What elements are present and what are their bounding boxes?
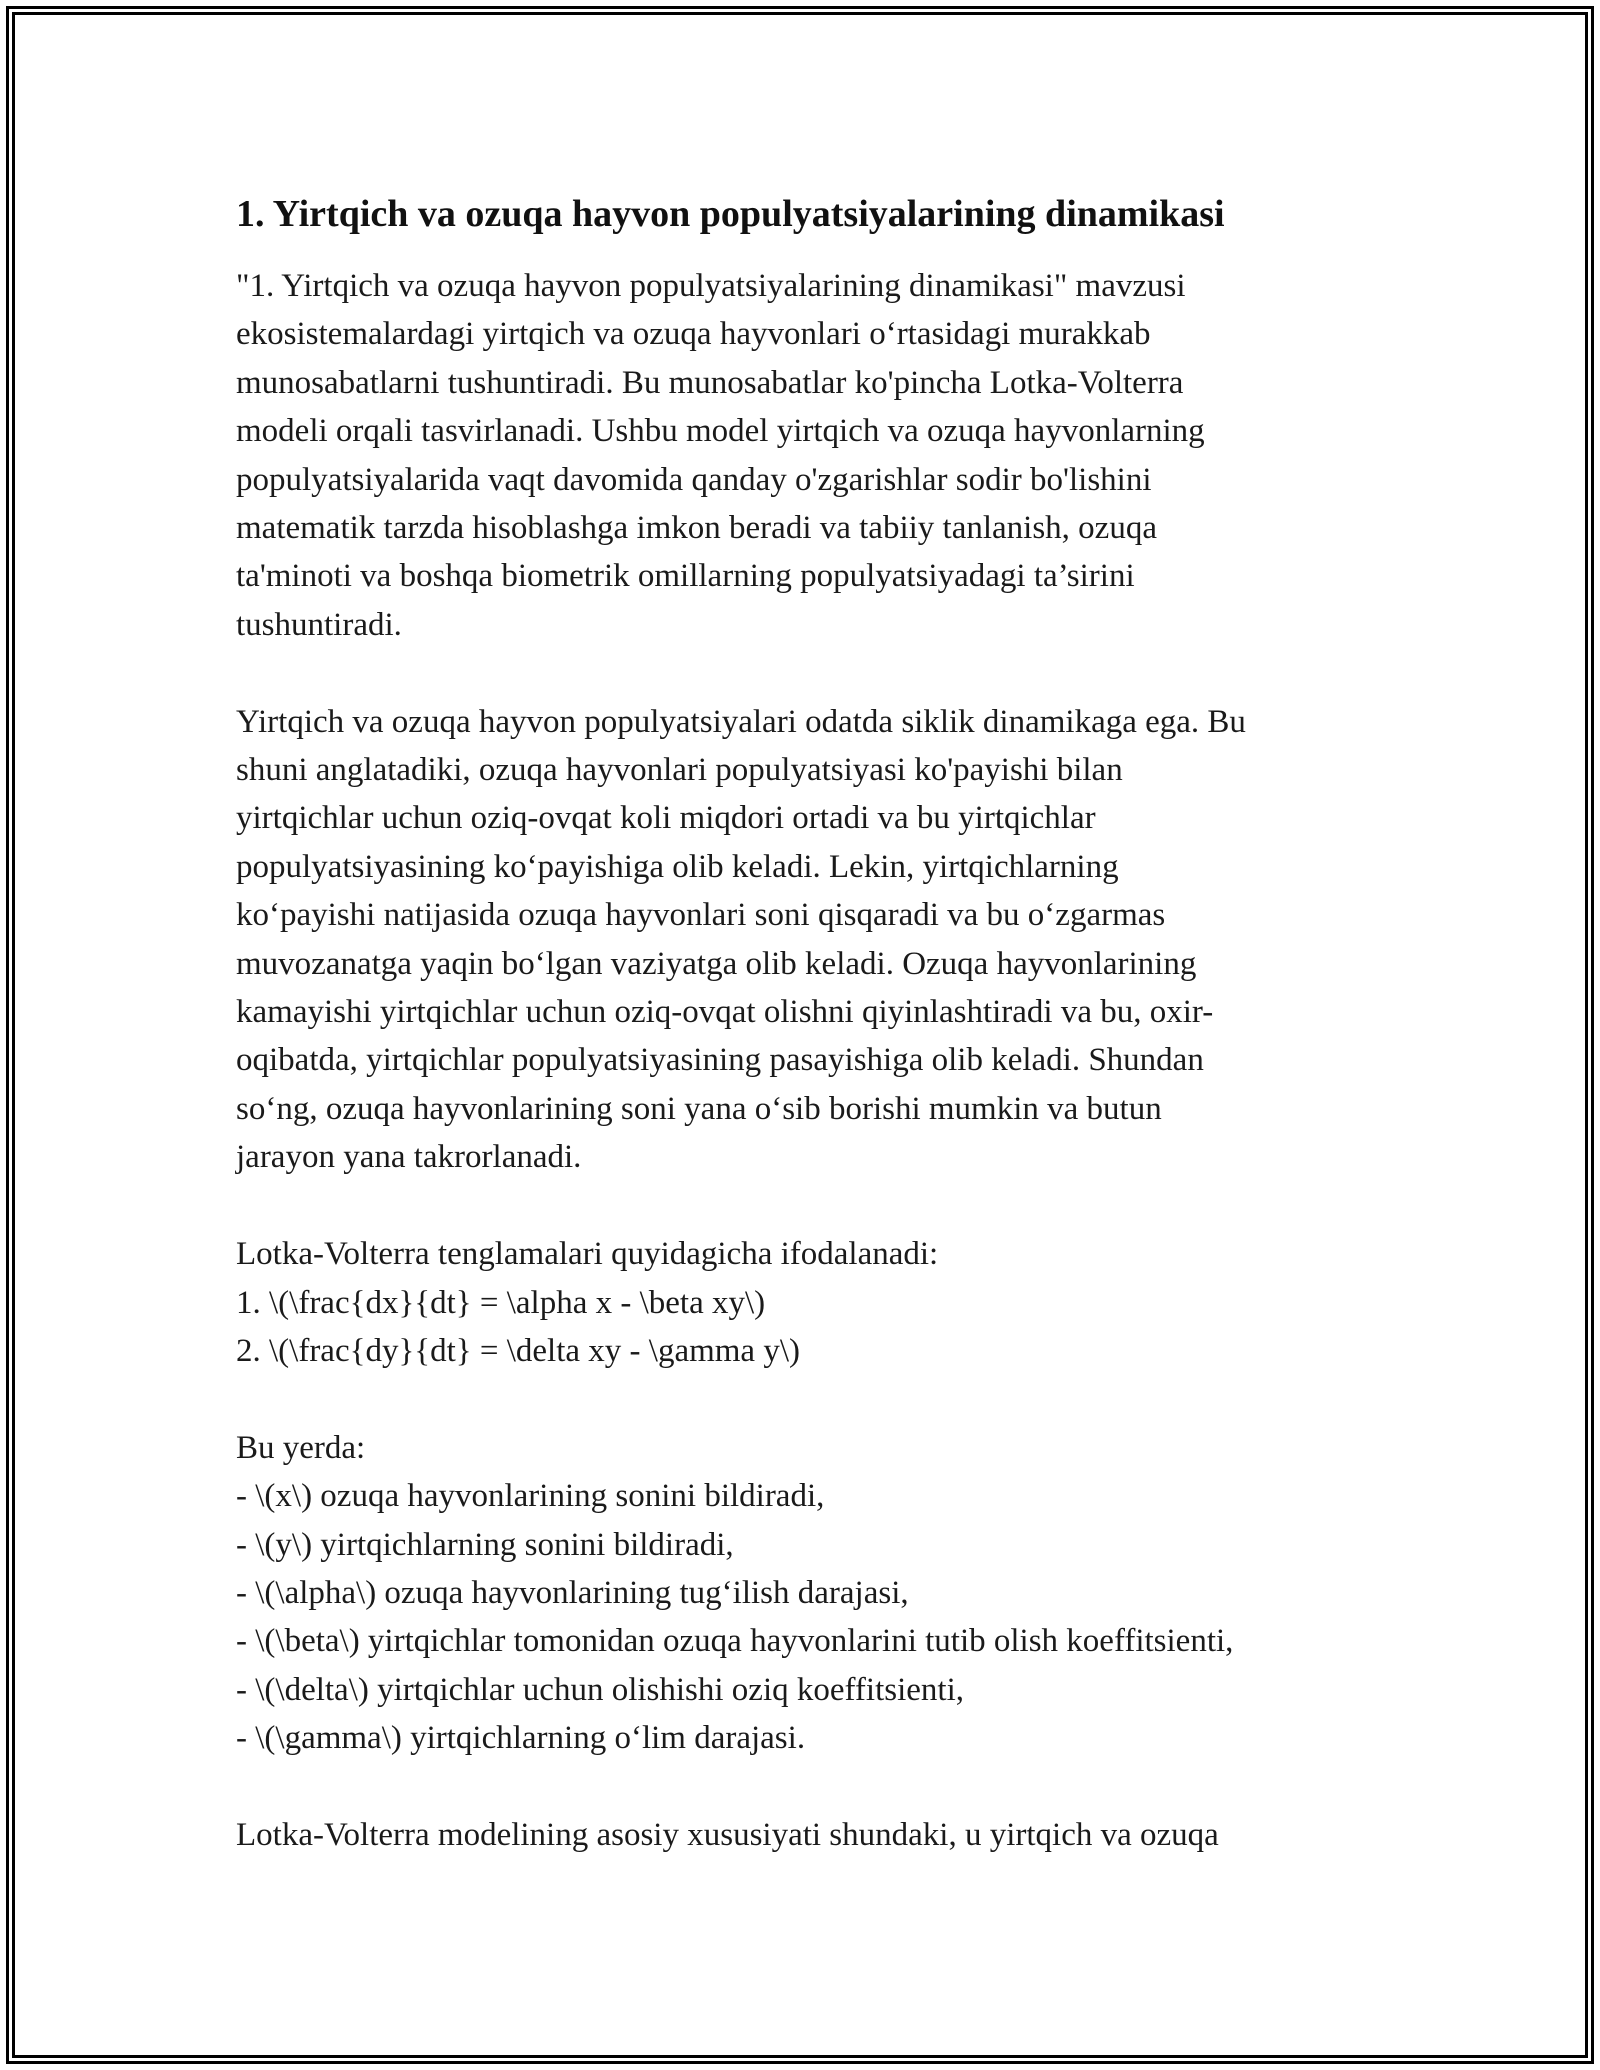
definitions-intro: Bu yerda: [236, 1429, 366, 1466]
definitions-block [236, 1424, 1366, 1763]
paragraph-intro: "1. Yirtqich va ozuqa hayvon populyatsiyalarining dinamikasi" mavzusi ekosistemalardagi yirtqich va ozuqa hayvonlari o‘rtasidagi murakkab munosabatlarni tushuntiradi. Bu munosabatlar ko'pincha Lotka-Volterra modeli orqali tasvirlanadi. Ushbu model yirtqich va ozuqa hayvonlarning populyatsiyalarida vaqt davomida qanday o'zgarishlar sodir bo'lishini matematik tarzda hisoblashga imkon beradi va tabiiy tanlanish, ozuqa ta'minoti va boshqa biometrik omillarning populyatsiyadagi ta’sirini tushuntiradi. [236, 268, 1205, 643]
paragraph-gap [236, 1182, 1366, 1230]
paragraph-cycle: Yirtqich va ozuqa hayvon populyatsiyalari odatda siklik dinamikaga ega. Bu shuni anglatadiki, ozuqa hayvonlari populyatsiyasi ko'payishi bilan yirtqichlar uchun oziq-ovqat koli miqdori ortadi va bu yirtqichlar populyatsiyasining ko‘payishiga olib keladi. Lekin, yirtqichlarning ko‘payishi natijasida ozuqa hayvonlari soni qisqaradi va bu o‘zgarmas muvozanatga yaqin bo‘lgan vaziyatga olib keladi. Ozuqa hayvonlarining kamayishi yirtqichlar uchun oziq-ovqat olishni qiyinlashtiradi va bu, oxir- oqibatda, yirtqichlar populyatsiyasining pasayishiga olib keladi. Shundan so‘ng, ozuqa hayvonlarining soni yana o‘sib borishi mumkin va butun jarayon yana takrorlanadi. [236, 703, 1246, 1176]
equations-block [236, 1230, 1366, 1375]
definition-item: - \(\beta\) yirtqichlar tomonidan ozuqa hayvonlarini tutib olish koeffitsienti, [236, 1623, 1234, 1660]
equation-predator: 2. \(\frac{dy}{dt} = \delta xy - \gamma y\) [236, 1332, 800, 1369]
definition-item: - \(\alpha\) ozuqa hayvonlarining tug‘ilish darajasi, [236, 1574, 909, 1611]
equations-intro: Lotka-Volterra tenglamalari quyidagicha ifodalanadi: [236, 1236, 939, 1273]
definition-item: - \(\delta\) yirtqichlar uchun olishishi oziq koeffitsienti, [236, 1671, 964, 1708]
closing-line: Lotka-Volterra modelining asosiy xususiyati shundaki, u yirtqich va ozuqa [236, 1816, 1219, 1853]
definition-item: - \(\gamma\) yirtqichlarning o‘lim darajasi. [236, 1720, 806, 1757]
paragraph-gap [236, 1375, 1366, 1423]
paragraph-gap [236, 649, 1366, 697]
definition-item: - \(x\) ozuqa hayvonlarining sonini bildiradi, [236, 1478, 825, 1515]
definition-item: - \(y\) yirtqichlarning sonini bildiradi, [236, 1526, 734, 1563]
equation-prey: 1. \(\frac{dx}{dt} = \alpha x - \beta xy\) [236, 1284, 766, 1321]
document-title: 1. Yirtqich va ozuqa hayvon populyatsiyalarining dinamikasi [236, 193, 1225, 235]
paragraph-gap [236, 1763, 1366, 1811]
document-body [236, 186, 1366, 1859]
